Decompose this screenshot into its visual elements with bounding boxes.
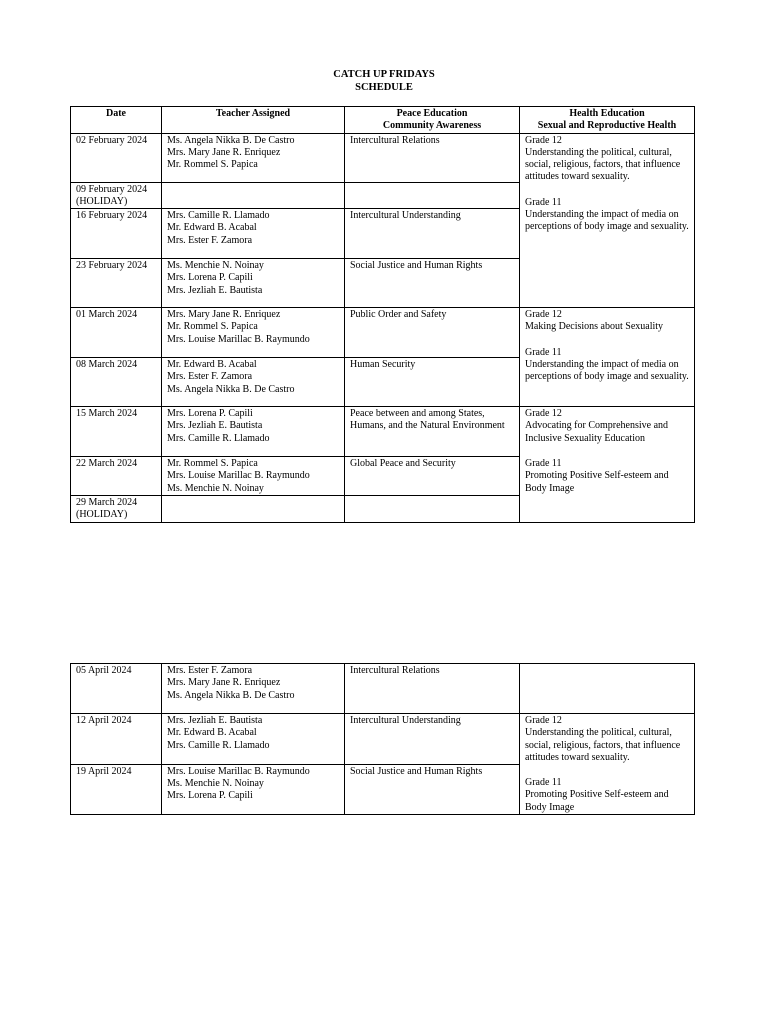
title-line-1: CATCH UP FRIDAYS — [333, 69, 435, 80]
peace-topic-cell: Intercultural Relations — [345, 133, 520, 182]
health-topic-cell — [520, 664, 695, 714]
table-row — [71, 133, 695, 182]
table-row — [71, 714, 695, 765]
health-topic-cell: Grade 12 Making Decisions about Sexuality Grade 11 Understanding the impact of media on perceptions of body image and sexuality. — [520, 308, 695, 407]
header-health-education: Health Education Sexual and Reproductive Health — [520, 107, 695, 134]
table-row — [71, 308, 695, 358]
teacher-cell — [162, 182, 345, 209]
peace-topic-cell: Intercultural Understanding — [345, 209, 520, 259]
peace-topic-cell: Human Security — [345, 358, 520, 407]
schedule-table-february-march — [70, 106, 695, 523]
date-cell: 09 February 2024 (HOLIDAY) — [71, 182, 162, 209]
schedule-table-april — [70, 663, 695, 815]
date-cell: 01 March 2024 — [71, 308, 162, 358]
teacher-cell: Mrs. Camille R. Llamado Mr. Edward B. Acabal Mrs. Ester F. Zamora — [162, 209, 345, 259]
peace-topic-cell: Global Peace and Security — [345, 457, 520, 496]
date-cell: 08 March 2024 — [71, 358, 162, 407]
date-cell: 15 March 2024 — [71, 407, 162, 457]
header-peace-education: Peace Education Community Awareness — [345, 107, 520, 134]
header-date: Date — [71, 107, 162, 134]
teacher-cell: Ms. Angela Nikka B. De Castro Mrs. Mary Jane R. Enriquez Mr. Rommel S. Papica — [162, 133, 345, 182]
date-cell: 02 February 2024 — [71, 133, 162, 182]
health-topic-cell: Grade 12 Understanding the political, cultural, social, religious, factors, that influence attitudes toward sexuality. Grade 11 Understanding the impact of media on perceptions of body image and sexuality. — [520, 133, 695, 308]
peace-topic-cell — [345, 496, 520, 523]
date-cell: 23 February 2024 — [71, 259, 162, 308]
teacher-cell: Mr. Edward B. Acabal Mrs. Ester F. Zamora Ms. Angela Nikka B. De Castro — [162, 358, 345, 407]
teacher-cell: Mr. Rommel S. Papica Mrs. Louise Marillac B. Raymundo Ms. Menchie N. Noinay — [162, 457, 345, 496]
date-cell: 16 February 2024 — [71, 209, 162, 259]
teacher-cell: Ms. Menchie N. Noinay Mrs. Lorena P. Capili Mrs. Jezliah E. Bautista — [162, 259, 345, 308]
header-teacher-assigned: Teacher Assigned — [162, 107, 345, 134]
peace-topic-cell: Public Order and Safety — [345, 308, 520, 358]
peace-topic-cell: Social Justice and Human Rights — [345, 764, 520, 815]
title-line-2: SCHEDULE — [355, 81, 413, 93]
table-row — [71, 407, 695, 457]
teacher-cell: Mrs. Lorena P. Capili Mrs. Jezliah E. Bautista Mrs. Camille R. Llamado — [162, 407, 345, 457]
date-cell: 29 March 2024 (HOLIDAY) — [71, 496, 162, 523]
date-cell: 12 April 2024 — [71, 714, 162, 765]
date-cell: 05 April 2024 — [71, 664, 162, 714]
date-cell: 22 March 2024 — [71, 457, 162, 496]
health-topic-cell: Grade 12 Advocating for Comprehensive and Inclusive Sexuality Education Grade 11 Promoting Positive Self-esteem and Body Image — [520, 407, 695, 522]
teacher-cell: Mrs. Jezliah E. Bautista Mr. Edward B. Acabal Mrs. Camille R. Llamado — [162, 714, 345, 765]
peace-topic-cell: Social Justice and Human Rights — [345, 259, 520, 308]
teacher-cell: Mrs. Ester F. Zamora Mrs. Mary Jane R. Enriquez Ms. Angela Nikka B. De Castro — [162, 664, 345, 714]
document-title — [0, 69, 768, 94]
peace-topic-cell: Peace between and among States, Humans, and the Natural Environment — [345, 407, 520, 457]
teacher-cell: Mrs. Louise Marillac B. Raymundo Ms. Menchie N. Noinay Mrs. Lorena P. Capili — [162, 764, 345, 815]
table-row — [71, 664, 695, 714]
table-header-row — [71, 107, 695, 134]
teacher-cell: Mrs. Mary Jane R. Enriquez Mr. Rommel S. Papica Mrs. Louise Marillac B. Raymundo — [162, 308, 345, 358]
teacher-cell — [162, 496, 345, 523]
peace-topic-cell: Intercultural Relations — [345, 664, 520, 714]
peace-topic-cell — [345, 182, 520, 209]
date-cell: 19 April 2024 — [71, 764, 162, 815]
health-topic-cell: Grade 12 Understanding the political, cultural, social, religious, factors, that influence attitudes toward sexuality. Grade 11 Promoting Positive Self-esteem and Body Image — [520, 714, 695, 815]
peace-topic-cell: Intercultural Understanding — [345, 714, 520, 765]
